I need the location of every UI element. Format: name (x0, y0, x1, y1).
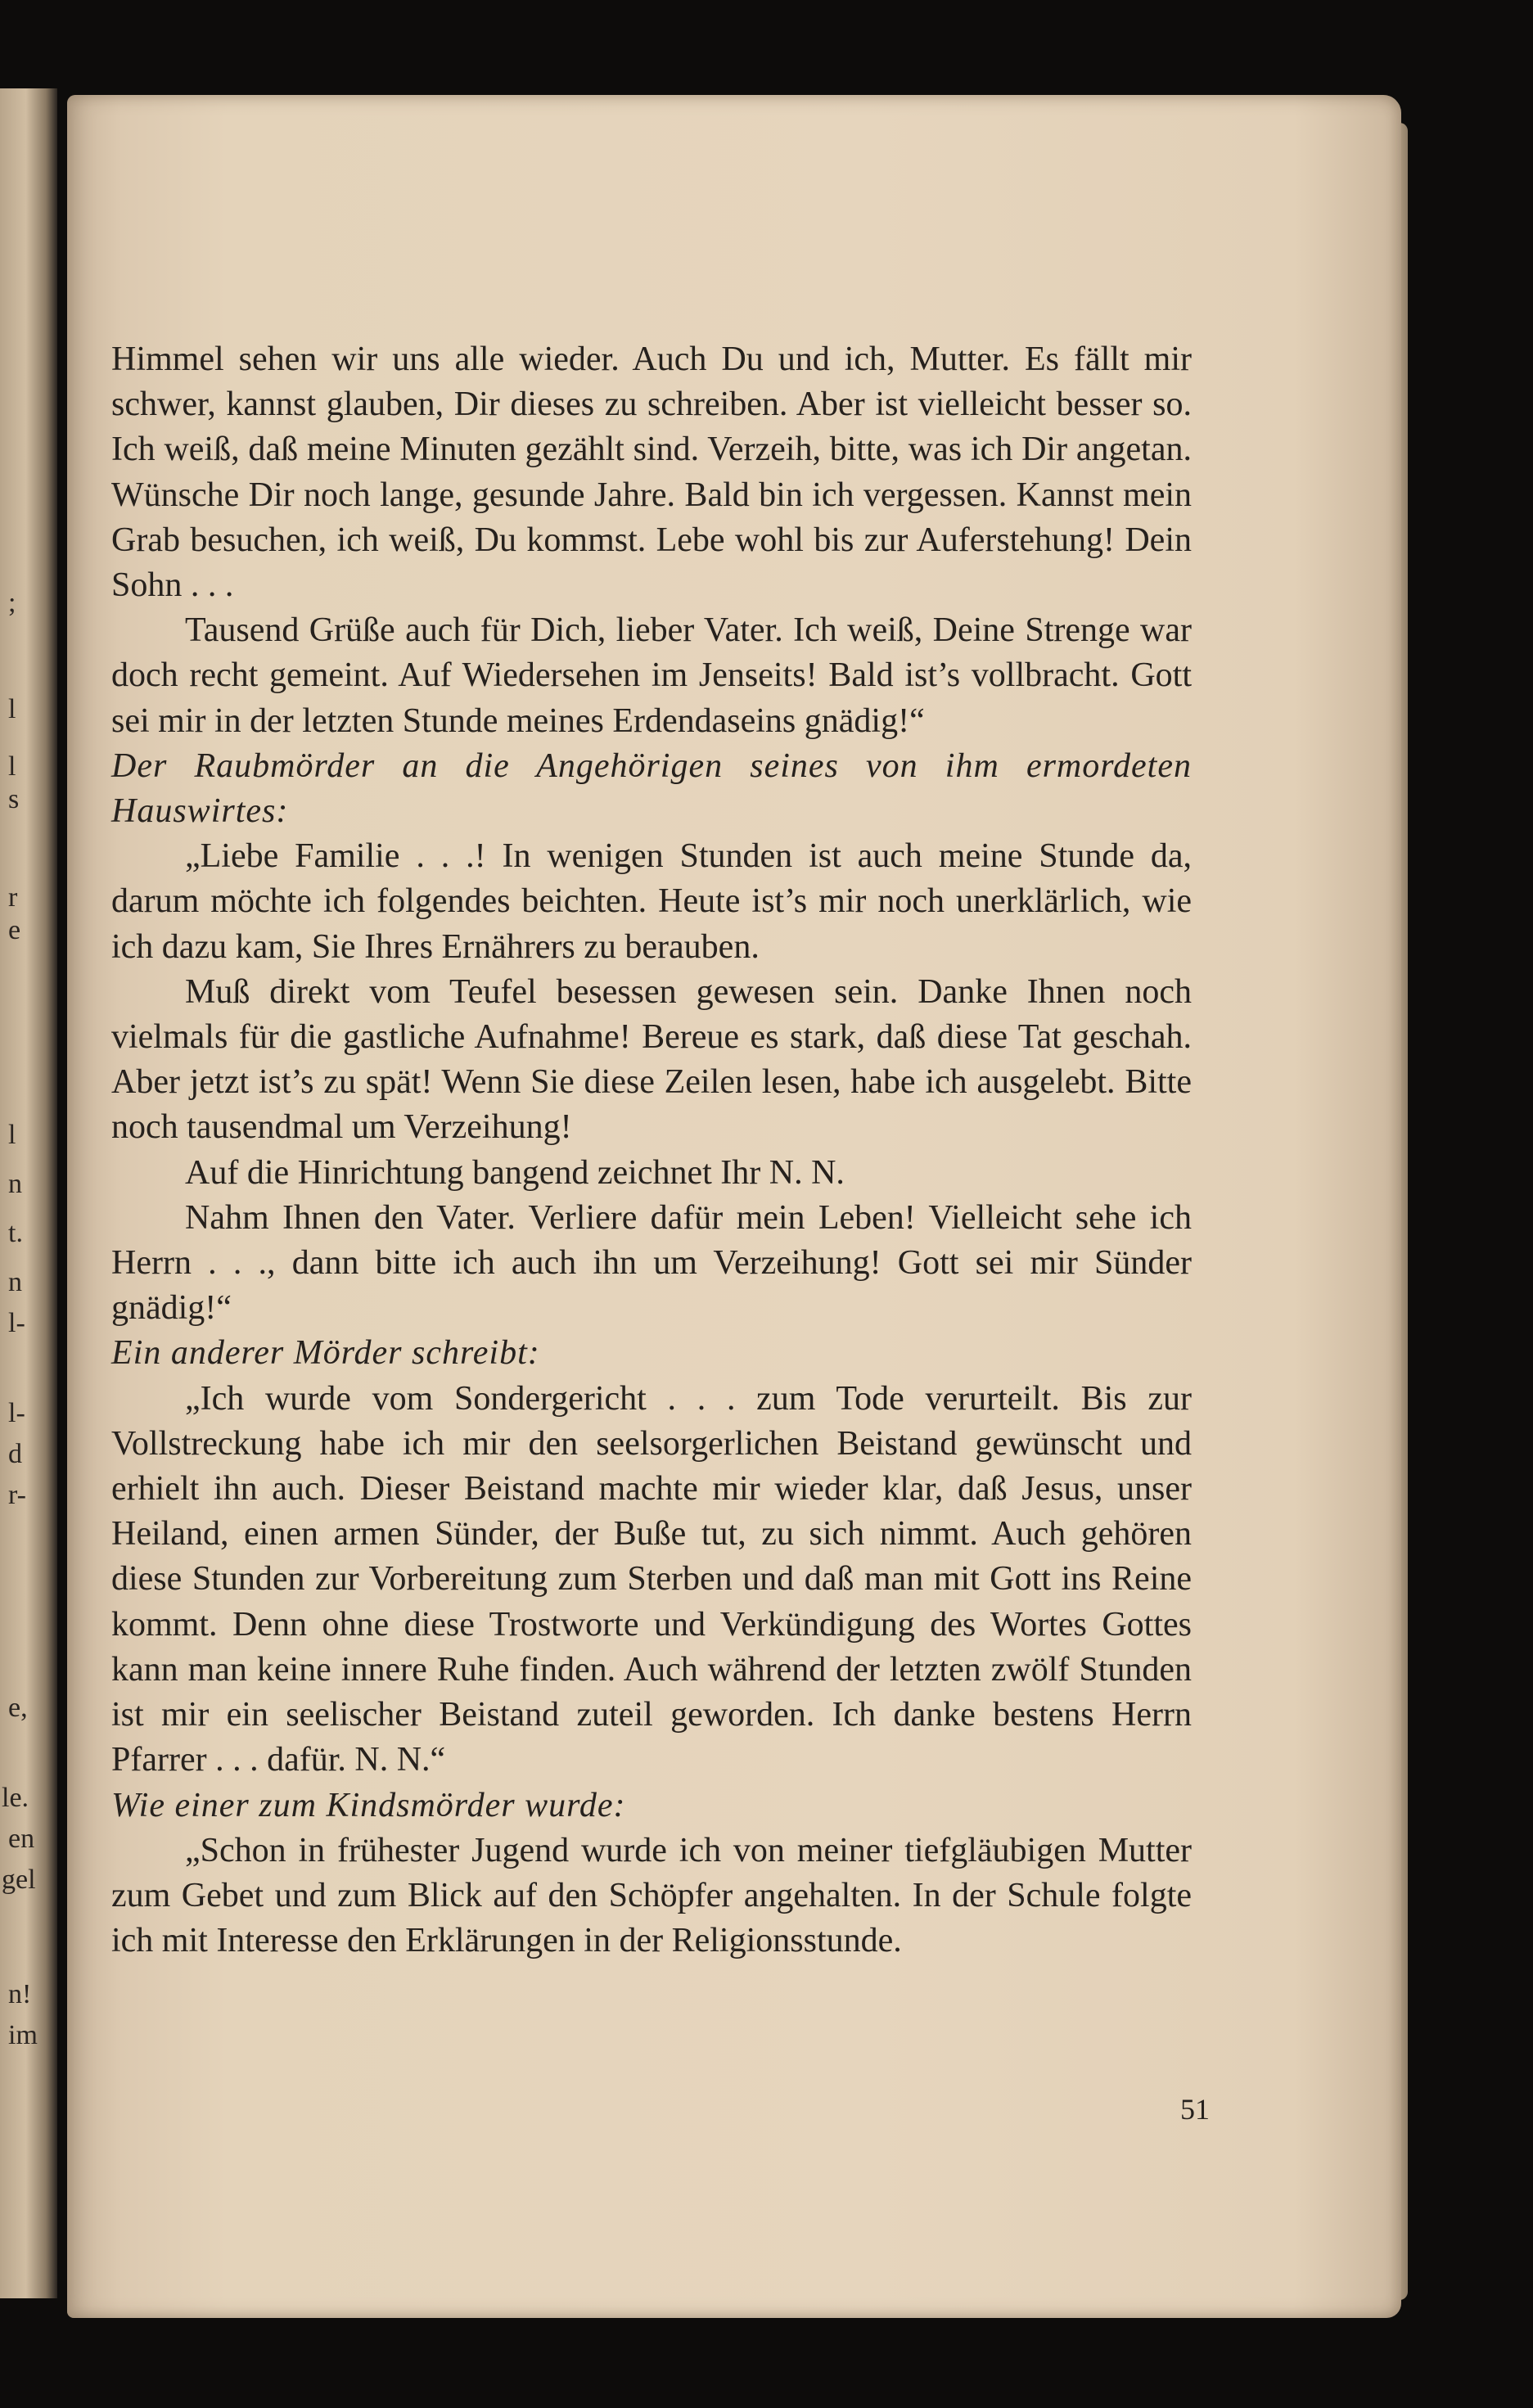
page-number: 51 (1180, 2093, 1210, 2126)
left-page-fragment: le. (2, 1783, 29, 1813)
paragraph-5: Nahm Ihnen den Vater. Verliere dafür mein Leben! Vielleicht sehe ich Herrn . . ., dann bitte ich auch ihn um Verzeihung! Gott sei mir Sünder gnädig!“ (111, 1198, 1192, 1328)
left-page-fragment: en (8, 1824, 35, 1854)
page-body (111, 337, 1192, 1964)
paragraph-2: Tausend Grüße auch für Dich, lieber Vater. Ich weiß, Deine Strenge war doch recht gemeint. Auf Wiedersehen im Jenseits! Bald ist’s vollbracht. Gott sei mir in der letzten Stunde meines Erdendaseins gnädig!“ (111, 611, 1192, 740)
left-page-fragment: r- (8, 1480, 26, 1510)
left-page-fragment: d (8, 1439, 22, 1469)
left-page-fragment: e, (8, 1693, 28, 1723)
left-page-fragment: l- (8, 1398, 25, 1428)
section-heading-raubmoerder: Der Raubmörder an die Angehörigen seines von ihm ermordeten Hauswirtes: (111, 746, 1192, 831)
left-page-fragment: s (8, 784, 20, 814)
left-page-fragment: l- (8, 1308, 25, 1338)
left-page-fragment: ; (8, 588, 16, 618)
section-heading-kindsmoerder: Wie einer zum Kindsmörder wurde: (111, 1786, 626, 1824)
left-page-fragment: r (8, 882, 18, 913)
left-page-fragment: n (8, 1169, 22, 1199)
left-page-fragment: l (8, 1120, 16, 1150)
left-page-fragment: gel (2, 1865, 36, 1895)
left-page-fragment: n! (8, 1979, 32, 2009)
left-facing-page (0, 88, 57, 2298)
left-page-fragment: e (8, 915, 21, 945)
left-page-fragment: l (8, 751, 16, 782)
left-page-fragment: t. (8, 1218, 23, 1248)
paragraph-6: „Ich wurde vom Sondergericht . . . zum Tode verurteilt. Bis zur Vollstreckung habe ich mir den seelsorgerlichen Beistand gewünscht und erhielt ihn auch. Dieser Beistand machte mir wieder klar, daß Jesus, unser Heiland, einen armen Sünder, der Buße tut, zu sich nimmt. Auch gehören diese Stunden zur Vorbereitung zum Sterben und daß man mit Gott ins Reine kommt. Denn ohne diese Trostworte und Verkündigung des Wortes Gottes kann man keine innere Ruhe finden. Auch während der letzten zwölf Stunden ist mir ein seelischer Beistand zuteil geworden. Ich danke bestens Herrn Pfarrer . . . dafür. N. N.“ (111, 1379, 1192, 1779)
left-page-fragment: n (8, 1267, 22, 1297)
paragraph-3: „Liebe Familie . . .! In wenigen Stunden ist auch meine Stunde da, darum möchte ich folgendes beichten. Heute ist’s mir noch unerklärlich, wie ich dazu kam, Sie Ihres Ernährers zu berauben. (111, 837, 1192, 966)
left-page-fragment: l (8, 694, 16, 724)
paragraph-1: Himmel sehen wir uns alle wieder. Auch Du und ich, Mutter. Es fällt mir schwer, kannst glauben, Dir dieses zu schreiben. Aber ist vielleicht besser so. Ich weiß, daß meine Minuten gezählt sind. Verzeih, bitte, was ich Dir angetan. Wünsche Dir noch lange, gesunde Jahre. Bald bin ich vergessen. Kannst mein Grab besuchen, ich weiß, Du kommst. Lebe wohl bis zur Auferstehung! Dein Sohn . . . (111, 340, 1192, 605)
left-page-text-fragments (0, 88, 57, 2298)
left-page-fragment: im (8, 2020, 38, 2050)
paragraph-7: „Schon in frühester Jugend wurde ich von meiner tiefgläubigen Mutter zum Gebet und zum Blick auf den Schöpfer angehalten. In der Schule folgte ich mit Interesse den Erklärungen in der Religionsstunde. (111, 1831, 1192, 1960)
signature-line: Auf die Hinrichtung bangend zeichnet Ihr N. N. (185, 1153, 845, 1192)
section-heading-anderer-moerder: Ein anderer Mörder schreibt: (111, 1334, 540, 1373)
paragraph-4: Muß direkt vom Teufel besessen gewesen sein. Danke Ihnen noch vielmals für die gastliche Aufnahme! Bereue es stark, daß diese Tat geschah. Aber jetzt ist’s zu spät! Wenn Sie diese Zeilen lesen, habe ich ausgelebt. Bitte noch tausendmal um Verzeihung! (111, 972, 1192, 1147)
